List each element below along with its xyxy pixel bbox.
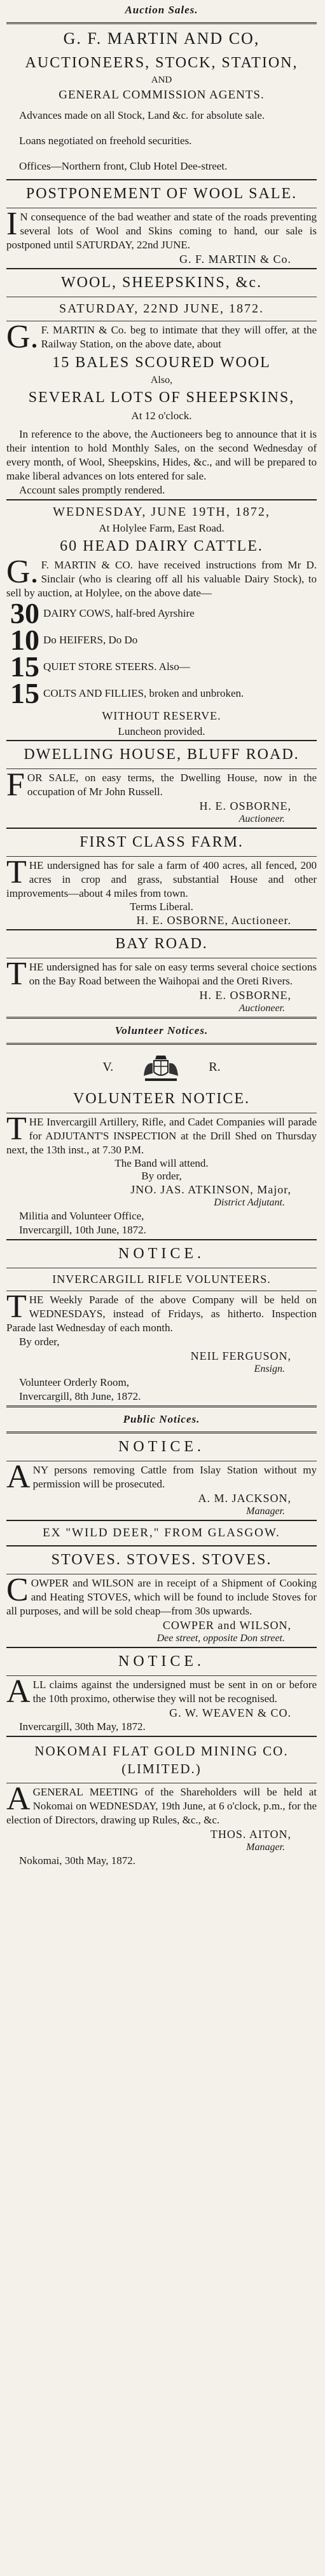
- claims-date: Invercargill, 30th May, 1872.: [19, 1721, 146, 1733]
- divider: [6, 1545, 317, 1546]
- rifle-body: THE Weekly Parade of the above Company will be held on WEDNESDAYS, instead of Fridays, as hitherto. Inspection Parade last Wednesday of each month.: [6, 1289, 317, 1334]
- claims-signature: G. W. WEAVEN & CO.: [169, 1707, 291, 1719]
- firm-name: G. F. MARTIN AND CO,: [63, 29, 260, 48]
- rifle-office: Volunteer Orderly Room,: [19, 1376, 129, 1388]
- wool-date: SATURDAY, 22ND JUNE, 1872.: [59, 302, 265, 316]
- advances-text: Advances made on all Stock, Land &c. for absolute sale.: [19, 109, 265, 121]
- cattle-item: [6, 650, 317, 683]
- rifle-role: Ensign.: [254, 1364, 285, 1374]
- divider: [6, 1043, 317, 1045]
- and-text: AND: [151, 75, 172, 85]
- bay-road-role: Auctioneer.: [239, 1003, 285, 1014]
- rifle-date: Invercargill, 8th June, 1872.: [19, 1390, 141, 1402]
- divider: [6, 1520, 317, 1521]
- volunteer-role: District Adjutant.: [214, 1197, 285, 1208]
- bay-road-body: THE undersigned has for sale on easy terms several choice sections on the Bay Road between the Waihopai and the Oreti Rivers.: [6, 956, 317, 992]
- farm-signature: H. E. OSBORNE, Auctioneer.: [136, 914, 291, 927]
- stoves-address: Dee street, opposite Don street.: [156, 1633, 285, 1644]
- cattle-reserve: WITHOUT RESERVE.: [102, 709, 221, 722]
- nokomai-body: AGENERAL MEETING of the Shareholders will be held at Nokomai on WEDNESDAY, 19th June, at 6 o'clock, p.m., for the election of Directors, drawing up Rules, &c., &c.: [6, 1781, 317, 1826]
- cattle-luncheon: Luncheon provided.: [118, 725, 205, 737]
- cattle-item-count: 10: [10, 624, 39, 656]
- divider: [6, 1405, 317, 1407]
- divider: [6, 740, 317, 741]
- stoves-signature: COWPER and WILSON,: [162, 1619, 291, 1632]
- volunteer-signature: JNO. JAS. ATKINSON, Major,: [130, 1183, 291, 1196]
- cattle-notice-signature: A. M. JACKSON,: [198, 1492, 291, 1505]
- wool-also: Also,: [150, 375, 173, 386]
- volunteer-office: Militia and Volunteer Office,: [19, 1210, 144, 1222]
- nokomai-signature: THOS. AITON,: [210, 1828, 291, 1841]
- cattle-item: [6, 677, 317, 709]
- coat-of-arms-icon: [139, 1050, 183, 1083]
- claims-notice-title: NOTICE.: [118, 1653, 205, 1670]
- cattle-item-text: DAIRY COWS, half-bred Ayrshire: [43, 607, 195, 619]
- divider: [6, 1432, 317, 1433]
- divider: [6, 1647, 317, 1648]
- rifle-notice-title: NOTICE.: [118, 1245, 205, 1262]
- firm-roles: AUCTIONEERS, STOCK, STATION,: [25, 55, 298, 71]
- postponement-signature: G. F. MARTIN & Co.: [179, 253, 291, 265]
- offices-text: Offices—Northern front, Club Hotel Dee-street.: [19, 160, 228, 172]
- volunteer-body: THE Invercargill Artillery, Rifle, and Cadet Companies will parade for ADJUTANT'S INSPECTION at the Drill Shed on Thursday next, the 13th inst., at 7.30 P.M.: [6, 1111, 317, 1156]
- cattle-item-text: QUIET STORE STEERS. Also—: [43, 661, 190, 673]
- cattle-notice-role: Manager.: [246, 1506, 285, 1517]
- cattle-item-text: Do HEIFERS, Do Do: [43, 634, 138, 646]
- divider: [6, 768, 317, 769]
- newspaper-column: [6, 0, 317, 1868]
- section-header-auction-sales: Auction Sales.: [125, 4, 198, 16]
- volunteer-order: By order,: [141, 1170, 182, 1182]
- wild-deer-title: EX "WILD DEER," FROM GLASGOW.: [43, 1526, 280, 1540]
- crest-r: R.: [209, 1059, 221, 1074]
- cattle-item: [6, 597, 317, 629]
- wool-time: At 12 o'clock.: [131, 410, 192, 422]
- divider: [6, 1017, 317, 1019]
- cattle-date: WEDNESDAY, JUNE 19TH, 1872,: [53, 505, 270, 519]
- volunteer-band: The Band will attend.: [114, 1157, 209, 1169]
- postponement-title: POSTPONEMENT OF WOOL SALE.: [25, 185, 298, 202]
- dwelling-body: FOR SALE, on easy terms, the Dwelling House, now in the occupation of Mr John Russell.: [6, 767, 317, 803]
- cattle-item-count: 30: [10, 597, 39, 629]
- wool-body: In reference to the above, the Auctioneers beg to announce that it is their intention to hold Monthly Sales, on the second Wednesday of every month, of Wool, Sheepskins, Hides, &c., and will be prepared to make liberal advances on lots entered for sale.: [6, 428, 317, 482]
- nokomai-date: Nokomai, 30th May, 1872.: [19, 1855, 136, 1867]
- cattle-place: At Holylee Farm, East Road.: [99, 522, 225, 534]
- section-header-volunteer-notices: Volunteer Notices.: [114, 1024, 209, 1036]
- divider: [6, 268, 317, 269]
- claims-body: ALL claims against the undersigned must be sent in on or before the 10th proximo, otherwise they will not be recognised.: [6, 1674, 317, 1710]
- divider: [6, 499, 317, 500]
- crest-v: V.: [102, 1059, 114, 1074]
- divider: [6, 1675, 317, 1676]
- cattle-item-text: COLTS AND FILLIES, broken and unbroken.: [43, 687, 244, 699]
- divider: [6, 1239, 317, 1240]
- section-header-public-notices: Public Notices.: [123, 1413, 200, 1425]
- farm-terms: Terms Liberal.: [130, 901, 193, 913]
- bay-road-signature: H. E. OSBORNE,: [199, 989, 291, 1002]
- rifle-signature: NEIL FERGUSON,: [190, 1350, 291, 1362]
- farm-title: FIRST CLASS FARM.: [80, 834, 244, 850]
- loans-text: Loans negotiated on freehold securities.: [19, 135, 192, 147]
- rifle-sub: INVERCARGILL RIFLE VOLUNTEERS.: [52, 1273, 271, 1285]
- farm-body: THE undersigned has for sale a farm of 400 acres, all fenced, 200 acres in crop and grass, substantial House and other improvements—about 4 miles from town.: [6, 854, 317, 899]
- wool-lot-2: SEVERAL LOTS OF SHEEPSKINS,: [28, 389, 295, 406]
- cattle-notice-title: NOTICE.: [118, 1439, 205, 1455]
- wool-intro: G.F. MARTIN & Co. beg to intimate that they will offer, at the Railway Station, on the above date, about: [6, 319, 317, 355]
- cattle-intro: G.F. MARTIN & CO. have received instructions from Mr D. Sinclair (who is clearing off all his valuable Dairy Stock), to sell by auction, at Holylee, on the above date—: [6, 554, 317, 599]
- bay-road-title: BAY ROAD.: [115, 936, 208, 952]
- cattle-notice-body: ANY persons removing Cattle from Islay Station without my permission will be prosecuted.: [6, 1459, 317, 1495]
- divider: [6, 1736, 317, 1737]
- dwelling-role: Auctioneer.: [239, 814, 285, 824]
- dwelling-signature: H. E. OSBORNE,: [199, 800, 291, 812]
- cattle-item-count: 15: [10, 677, 39, 709]
- wool-accounts: Account sales promptly rendered.: [19, 484, 165, 496]
- divider: [6, 179, 317, 180]
- divider: [6, 856, 317, 857]
- dwelling-title: DWELLING HOUSE, BLUFF ROAD.: [24, 746, 300, 763]
- wool-title: WOOL, SHEEPSKINS, &c.: [61, 274, 262, 291]
- cattle-head: 60 HEAD DAIRY CATTLE.: [60, 538, 263, 554]
- firm-gca: GENERAL COMMISSION AGENTS.: [59, 88, 265, 102]
- nokomai-title: NOKOMAI FLAT GOLD MINING CO. (LIMITED.): [34, 1743, 289, 1776]
- nokomai-role: Manager.: [246, 1842, 285, 1853]
- volunteer-title: VOLUNTEER NOTICE.: [73, 1090, 250, 1107]
- postponement-body: IN consequence of the bad weather and state of the roads preventing several lots of Wool and Skins coming to hand, our sale is postponed until SATURDAY, 22nd JUNE.: [6, 206, 317, 251]
- divider: [6, 22, 317, 24]
- wool-lot-1: 15 BALES SCOURED WOOL: [52, 354, 271, 371]
- volunteer-date: Invercargill, 10th June, 1872.: [19, 1224, 146, 1236]
- divider: [6, 828, 317, 829]
- stoves-body: COWPER and WILSON are in receipt of a Shipment of Cooking and Heating STOVES, which will be found to include Stoves for all purposes, and will be sold cheap—from 30s upwards.: [6, 1572, 317, 1617]
- divider: [6, 929, 317, 930]
- cattle-items: [6, 597, 317, 709]
- cattle-item: [6, 624, 317, 656]
- rifle-order: By order,: [19, 1336, 60, 1348]
- cattle-item-count: 15: [10, 650, 39, 683]
- stoves-title: STOVES. STOVES. STOVES.: [51, 1552, 272, 1568]
- royal-crest: [6, 1047, 317, 1087]
